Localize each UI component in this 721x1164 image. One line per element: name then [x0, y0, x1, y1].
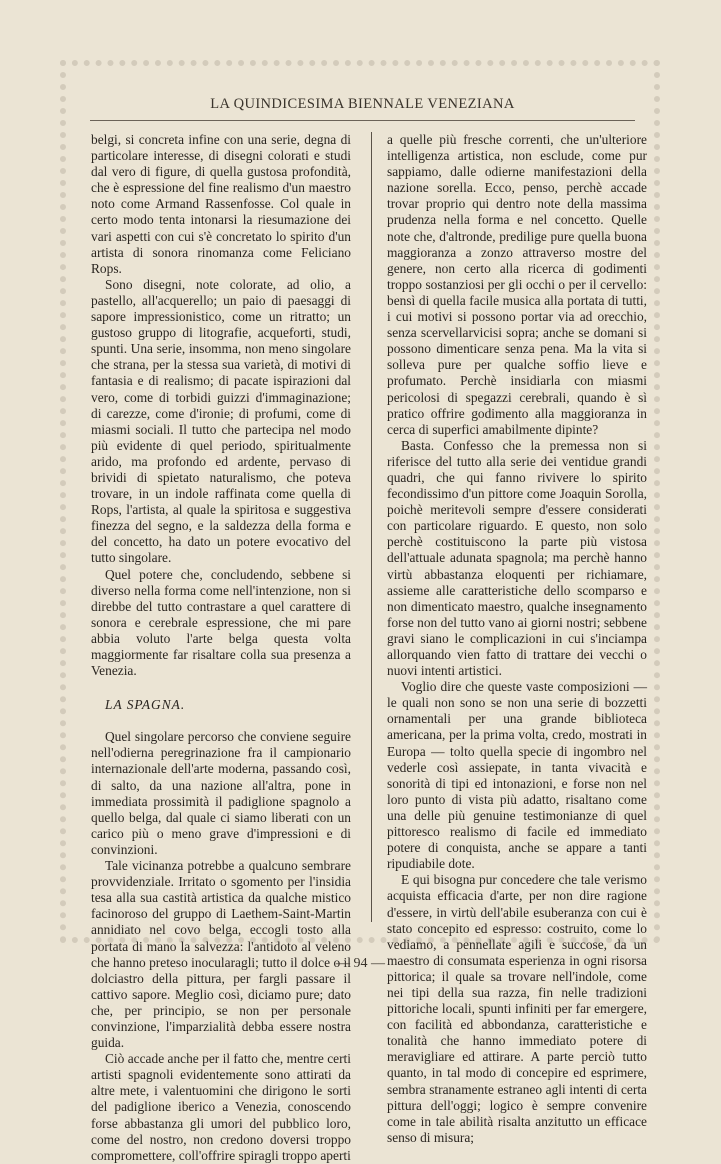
- right-column: [387, 132, 647, 1145]
- paragraph: Sono disegni, note colorate, ad olio, a pastello, all'acquerello; un paio di paesaggi di sapore impressionistico, come un ritratto; un gustoso gruppo di litografie, acqueforti, studi, spunti. Una serie, insomma, non meno singolare che strana, per la stessa sua varietà, di motivi di fantasia e di realismo; di pacate ispirazioni dal vero, come di torbidi guizzi d'immaginazione; di carezze, come d'ironie; di profumi, come di miasmi sociali. Il tutto che partecipa nel modo più evidente di quel periodo, spiritualmente arido, ma profondo ed ardente, pervaso di brividi di spietato naturalismo, che poteva trovare, in un indole raffinata come quella di Rops, l'artista, al quale la spiritosa e suggestiva finezza del segno, e la saldezza della forma e del concetto, ha dato un potere evocativo del tutto singolare.: [91, 276, 351, 566]
- header-rule: [90, 120, 635, 121]
- page-number: — 94 —: [336, 956, 385, 971]
- paragraph: Voglio dire che queste vaste composizioni — le quali non sono se non una serie di bozzetti ornamentali per una grande biblioteca americana, per la prima volta, credo, mostrati in Europa — tolto quella specie di ingombro nel vederle così assiepate, in tanta vivacità e sonorità di tipi ed intonazioni, e forse non nel loro punto di vista più adatto, risaltano come una delle più genuine testimonianze di quel pittoresco realismo di facile ed immediato potere di conquista, anche se appare a tanti ripudiabile dote.: [387, 679, 647, 872]
- paragraph: Ciò accade anche per il fatto che, mentre certi artisti spagnoli evidentemente sono attirati da altre mete, i valentuomini che dirigono le sorti del padiglione iberico a Venezia, conoscendo forse abbastanza gli umori del pubblico loro, come del nostro, non credono doversi troppo compromettere, coll'offrire spiragli troppo aperti: [91, 1051, 351, 1163]
- running-head: LA QUINDICESIMA BIENNALE VENEZIANA: [210, 96, 515, 112]
- column-divider: [371, 132, 372, 922]
- paragraph: E qui bisogna pur concedere che tale verismo acquista efficacia d'arte, per non dire ragione d'essere, in virtù dell'abile esuberanza con cui è stato concepito ed espresso: costruito, come lo vediamo, a pennellate agili e succose, da un maestro di consumata esperienza in ogni risorsa pittorica; il quale sa trovare nell'indole, come nei tipi della sua razza, fin nelle tradizioni pittoriche locali, spunti infiniti per far emergere, con facilità ed abbondanza, caratteristiche e tonalità che hanno immediato potere di meravigliare ed attirare. A parte perciò tutto quanto, in tal modo di concepire ed esprimere, sembra stranamente estraneo agli intenti di certa pittura dell'oggi; logico è sempre convenire come in tale abilità risalta anzitutto un efficace senso di misura;: [387, 872, 647, 1145]
- left-column: [91, 132, 351, 1163]
- paragraph: Tale vicinanza potrebbe a qualcuno sembrare provvidenziale. Irritato o sgomento per l'insidia tesa alla sua castità artistica da qualche mistico facinoroso del gruppo di Laethem-Saint-Martin annidiato nel covo belga, eccogli tosto alla portata di mano la salvezza: l'antidoto al veleno che hanno preteso inocularagli; tutto il dolce o il dolciastro della pittura, per fargli passare il cattivo sapore. Meglio così, diciamo pure; dato che, per principio, se non per personale convinzione, l'imparzialità debba essere nostra guida.: [91, 858, 351, 1051]
- section-heading: LA SPAGNA.: [105, 697, 186, 713]
- paragraph: Quel singolare percorso che conviene seguire nell'odierna peregrinazione fra il campionario internazionale dell'arte moderna, passando così, di salto, da una nazione all'altra, pone in immediata prossimità il padiglione spagnolo a quello belga, dal quale ci siamo liberati con un carico più o meno grave d'impressioni e di convinzioni.: [91, 729, 351, 857]
- paragraph: Quel potere che, concludendo, sebbene si diverso nella forma come nell'intenzione, non si direbbe del tutto contrastare a quel carattere di sonora e cerebrale espressione, che mi pare abbia voluto l'arte belga questa volta maggiormente far risaltare colla sua presenza a Venezia.: [91, 566, 351, 679]
- paragraph: belgi, si concreta infine con una serie, degna di particolare interesse, di disegni colorati e studi dal vero di figure, di quella gustosa profondità, che è espressione del fine realismo d'un maestro noto come Armand Rassenfosse. Col quale in certo modo tenta intonarsi la riesumazione dei vari aspetti con cui s'è concretato lo spirito d'un artista di sonora rinomanza come Feliciano Rops.: [91, 132, 351, 276]
- paragraph: a quelle più fresche correnti, che un'ulteriore intelligenza artistica, non esclude, come pur sappiamo, dalle odierne manifestazioni della nazione sorella. Ecco, penso, perchè accade trovar proprio qui dentro note della massima prudenza nella forma e nel concetto. Quelle note che, d'altronde, predilige pure quella buona maggioranza a zonzo attraverso mostre del genere, non certo alla ricerca di godimenti troppo sostanziosi per gli occhi o per il cervello: bensì di quella facile musica alla portata di tutti, i cui motivi si possono portar via ad orecchio, senza scervellarvicisi sopra; anche se domani si possono dimenticare senza pena. Ma la vita si solleva pure per qualche soffio lieve e profumato. Perchè insidiarla con miasmi pericolosi di spegazzi cerebrali, quando è sì pratico offrire godimento alla maggioranza in cerca di superfici amabilmente dipinte?: [387, 132, 647, 437]
- paragraph: Basta. Confesso che la premessa non si riferisce del tutto alla serie dei ventidue grandi quadri, che qui fanno rivivere lo spirito fecondissimo d'un pittore come Joaquin Sorolla, poichè meritevoli sempre d'essere considerati con particolare riguardo. E questo, non solo perchè costituiscono la parte più vistosa dell'attuale adunata spagnola; ma perchè hanno virtù abbastanza eloquenti per richiamare, assieme alle caratteristiche dello scomparso e non dimenticato maestro, qualche insegnamento forse non del tutto vano ai giorni nostri; sebbene gravi siano le complicazioni in cui s'inciampa allorquando vien fatto di trattare dei vecchi o nuovi intenti artistici.: [387, 437, 647, 679]
